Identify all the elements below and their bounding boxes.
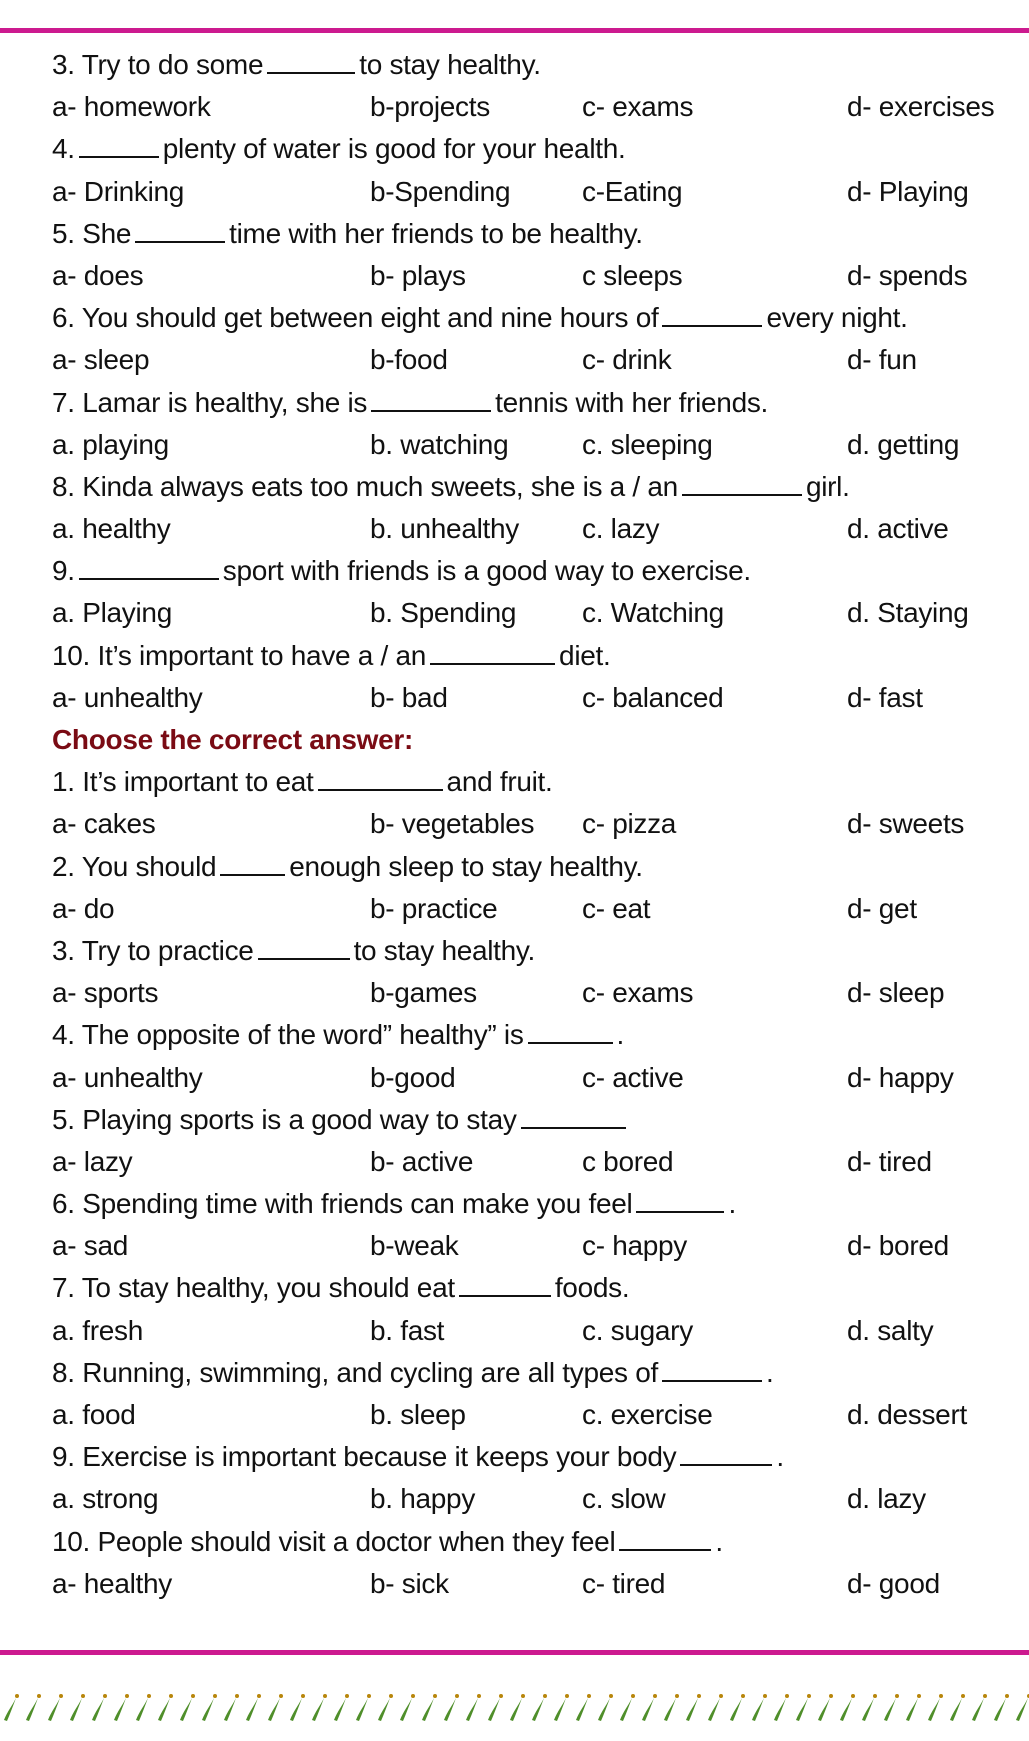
question-text: 3. Try to do some xyxy=(52,49,264,80)
vine-leaf-icon xyxy=(224,1694,239,1721)
question-text: 2. You should xyxy=(52,850,217,882)
option-d: d- good xyxy=(847,1567,940,1599)
options-row xyxy=(52,86,1012,128)
option-d: d- tired xyxy=(847,1145,932,1177)
options-row xyxy=(52,339,1012,381)
question xyxy=(52,1099,1012,1141)
vine-leaf-icon xyxy=(246,1694,261,1721)
option-a: a. strong xyxy=(52,1483,159,1515)
question-text-end: . xyxy=(616,1019,625,1051)
option-d: d- happy xyxy=(847,1061,954,1093)
option-a: a- homework xyxy=(52,91,211,123)
vine-leaf-icon xyxy=(158,1694,173,1721)
question xyxy=(52,382,1012,424)
question-text-end: to stay healthy. xyxy=(353,934,536,966)
vine-leaf-icon xyxy=(994,1694,1009,1721)
question-text-end: sport with friends is a good way to exercise. xyxy=(222,555,751,587)
option-d: d. salty xyxy=(847,1314,934,1346)
options-row xyxy=(52,972,1012,1014)
option-b: b-weak xyxy=(370,1230,459,1262)
vine-leaf-icon xyxy=(686,1694,701,1721)
option-c: c- drink xyxy=(582,344,672,376)
question-text: 5. She xyxy=(52,217,132,249)
options-row xyxy=(52,677,1012,719)
options-row xyxy=(52,1394,1012,1436)
vine-leaf-icon xyxy=(818,1694,833,1721)
option-c: c- tired xyxy=(582,1567,666,1599)
question xyxy=(52,1436,1012,1478)
option-a: a. fresh xyxy=(52,1314,143,1346)
vine-leaf-icon xyxy=(202,1694,217,1721)
vine-leaf-icon xyxy=(906,1694,921,1721)
vine-leaf-icon xyxy=(444,1694,459,1721)
option-c: c- pizza xyxy=(582,808,677,840)
vine-leaf-icon xyxy=(312,1694,327,1721)
question-text: 6. You should get between eight and nine hours of xyxy=(52,302,659,334)
section-heading: Choose the correct answer: xyxy=(52,724,413,755)
vine-leaf-icon xyxy=(752,1694,767,1721)
vine-leaf-icon xyxy=(70,1694,85,1721)
vine-leaf-icon xyxy=(400,1694,415,1721)
question xyxy=(52,761,1012,803)
question xyxy=(52,1521,1012,1563)
question xyxy=(52,466,1012,508)
options-row xyxy=(52,592,1012,634)
vine-leaf-icon xyxy=(598,1694,613,1721)
answer-blank xyxy=(220,874,285,876)
question-text-end: girl. xyxy=(805,470,850,502)
vine-leaf-icon xyxy=(488,1694,503,1721)
vine-leaf-icon xyxy=(950,1694,965,1721)
vine-leaf-icon xyxy=(642,1694,657,1721)
option-c: c- exams xyxy=(582,91,694,123)
question-text: 9. Exercise is important because it keeps your body xyxy=(52,1441,677,1473)
question-text: 3. Try to practice xyxy=(52,934,254,966)
answer-blank xyxy=(318,789,443,791)
option-c: c- balanced xyxy=(582,681,724,713)
decorative-border xyxy=(0,1690,1029,1726)
question-text-end: every night. xyxy=(766,302,908,334)
option-d: d- get xyxy=(847,892,917,924)
answer-blank xyxy=(619,1549,711,1551)
option-b: b-games xyxy=(370,977,477,1009)
option-b: b- practice xyxy=(370,892,498,924)
options-row xyxy=(52,1563,1012,1605)
question xyxy=(52,930,1012,972)
vine-leaf-icon xyxy=(774,1694,789,1721)
question-text-end: . xyxy=(765,1356,774,1388)
option-b: b. sleep xyxy=(370,1399,466,1430)
options-row xyxy=(52,1057,1012,1099)
vine-leaf-icon xyxy=(136,1694,151,1721)
option-c: c- active xyxy=(582,1061,684,1093)
answer-blank xyxy=(459,1295,551,1297)
question-text-end: plenty of water is good for your health. xyxy=(162,133,626,165)
option-b: b- sick xyxy=(370,1567,449,1599)
answer-blank xyxy=(528,1042,613,1044)
options-row xyxy=(52,888,1012,930)
answer-blank xyxy=(135,241,225,243)
option-d: d- exercises xyxy=(847,91,995,123)
vine-leaf-icon xyxy=(730,1694,745,1721)
question xyxy=(52,128,1012,170)
option-a: a. healthy xyxy=(52,513,171,545)
answer-blank xyxy=(258,958,350,960)
vine-leaf-icon xyxy=(48,1694,63,1721)
option-b: b- plays xyxy=(370,259,466,291)
answer-blank xyxy=(662,1380,762,1382)
option-c: c. Watching xyxy=(582,597,724,629)
vine-leaf-icon xyxy=(356,1694,371,1721)
question-text-end: . xyxy=(728,1188,736,1220)
top-divider xyxy=(0,28,1029,33)
answer-blank xyxy=(371,410,491,412)
vine-leaf-icon xyxy=(972,1694,987,1721)
question-text: 1. It’s important to eat xyxy=(52,766,314,798)
answer-blank xyxy=(636,1211,724,1213)
question xyxy=(52,213,1012,255)
option-b: b- active xyxy=(370,1145,474,1177)
question xyxy=(52,846,1012,888)
vine-leaf-icon xyxy=(796,1694,811,1721)
option-b: b. happy xyxy=(370,1483,476,1515)
question xyxy=(52,635,1012,677)
option-c: c. lazy xyxy=(582,513,660,545)
vine-leaf-icon xyxy=(334,1694,349,1721)
question xyxy=(52,297,1012,339)
question-text: 5. Playing sports is a good way to stay xyxy=(52,1103,517,1135)
question-text-end: to stay healthy. xyxy=(359,49,541,80)
question-text: 4. The opposite of the word” healthy” is xyxy=(52,1019,524,1051)
option-d: d. lazy xyxy=(847,1483,926,1515)
options-row xyxy=(52,424,1012,466)
option-b: b- bad xyxy=(370,681,448,713)
option-a: a. playing xyxy=(52,428,169,460)
vine-leaf-icon xyxy=(114,1694,129,1721)
vine-leaf-icon xyxy=(4,1694,19,1721)
options-row xyxy=(52,1478,1012,1520)
option-c: c- exams xyxy=(582,977,694,1009)
question-text-end: . xyxy=(776,1441,784,1473)
option-d: d- fun xyxy=(847,344,917,376)
option-a: a. Playing xyxy=(52,597,172,629)
answer-blank xyxy=(662,325,762,327)
options-row xyxy=(52,171,1012,213)
option-c: c- happy xyxy=(582,1230,687,1262)
vine-leaf-icon xyxy=(884,1694,899,1721)
option-a: a. food xyxy=(52,1399,136,1430)
vine-leaf-icon xyxy=(422,1694,437,1721)
option-d: d- spends xyxy=(847,259,968,291)
option-b: b. watching xyxy=(370,428,509,460)
question-text: 9. xyxy=(52,555,75,587)
question xyxy=(52,1183,1012,1225)
option-a: a- sports xyxy=(52,977,159,1009)
question-text-end: and fruit. xyxy=(446,766,553,798)
question-text-end: tennis with her friends. xyxy=(495,386,769,418)
question-text: 10. It’s important to have a / an xyxy=(52,639,427,671)
answer-blank xyxy=(79,578,219,580)
question-text: 4. xyxy=(52,133,75,165)
vine-leaf-icon xyxy=(180,1694,195,1721)
vine-leaf-icon xyxy=(708,1694,723,1721)
options-row xyxy=(52,803,1012,845)
answer-blank xyxy=(521,1127,626,1129)
question-text: 6. Spending time with friends can make you feel xyxy=(52,1188,633,1220)
option-d: d- sleep xyxy=(847,977,945,1009)
option-d: d. getting xyxy=(847,428,960,460)
options-row xyxy=(52,508,1012,550)
vine-leaf-icon xyxy=(928,1694,943,1721)
option-d: d- sweets xyxy=(847,808,965,840)
vine-leaf-icon xyxy=(620,1694,635,1721)
vine-leaf-icon xyxy=(840,1694,855,1721)
question xyxy=(52,550,1012,592)
vine-leaf-icon xyxy=(532,1694,547,1721)
option-d: d- fast xyxy=(847,681,923,713)
option-d: d. Staying xyxy=(847,597,969,629)
question-text-end: foods. xyxy=(554,1272,630,1304)
option-d: d. active xyxy=(847,513,949,545)
option-a: a- unhealthy xyxy=(52,681,203,713)
vine-leaf-icon xyxy=(1016,1694,1029,1721)
option-b: b. unhealthy xyxy=(370,513,519,545)
option-d: d. dessert xyxy=(847,1399,967,1430)
question xyxy=(52,1014,1012,1056)
option-a: a- healthy xyxy=(52,1567,172,1599)
question-text: 8. Kinda always eats too much sweets, she is a / an xyxy=(52,470,678,502)
options-row xyxy=(52,1310,1012,1352)
options-row xyxy=(52,255,1012,297)
vine-leaf-icon xyxy=(290,1694,305,1721)
option-a: a- lazy xyxy=(52,1145,133,1177)
question-text: 8. Running, swimming, and cycling are all types of xyxy=(52,1356,658,1388)
option-b: b-Spending xyxy=(370,175,511,207)
option-b: b-food xyxy=(370,344,448,376)
options-row xyxy=(52,1141,1012,1183)
vine-leaf-icon xyxy=(268,1694,283,1721)
option-a: a- does xyxy=(52,259,144,291)
vine-leaf-icon xyxy=(576,1694,591,1721)
question xyxy=(52,44,1012,86)
question-text-end: enough sleep to stay healthy. xyxy=(289,850,643,882)
answer-blank xyxy=(682,494,802,496)
option-c: c bored xyxy=(582,1145,674,1177)
question-text-end: time with her friends to be healthy. xyxy=(229,217,643,249)
vine-leaf-icon xyxy=(664,1694,679,1721)
option-a: a- unhealthy xyxy=(52,1061,203,1093)
question-text: 7. To stay healthy, you should eat xyxy=(52,1272,455,1304)
option-d: d- Playing xyxy=(847,175,969,207)
vine-leaf-icon xyxy=(554,1694,569,1721)
option-c: c-Eating xyxy=(582,175,683,207)
question-text: 10. People should visit a doctor when they feel xyxy=(52,1525,616,1557)
vine-leaf-icon xyxy=(510,1694,525,1721)
vine-leaf-icon xyxy=(862,1694,877,1721)
question-text: 7. Lamar is healthy, she is xyxy=(52,386,368,418)
option-a: a- cakes xyxy=(52,808,156,840)
option-b: b-projects xyxy=(370,91,490,123)
option-c: c sleeps xyxy=(582,259,683,291)
option-b: b- vegetables xyxy=(370,808,535,840)
option-b: b. Spending xyxy=(370,597,517,629)
option-a: a- sleep xyxy=(52,344,150,376)
question xyxy=(52,1267,1012,1309)
bottom-divider xyxy=(0,1650,1029,1655)
option-c: c- eat xyxy=(582,892,651,924)
question-text-end: . xyxy=(715,1525,723,1557)
option-c: c. exercise xyxy=(582,1399,713,1430)
options-row xyxy=(52,1225,1012,1267)
option-c: c. sleeping xyxy=(582,428,713,460)
answer-blank xyxy=(680,1464,772,1466)
question-text-end: diet. xyxy=(559,639,611,671)
option-d: d- bored xyxy=(847,1230,949,1262)
vine-leaf-icon xyxy=(378,1694,393,1721)
vine-leaf-icon xyxy=(466,1694,481,1721)
worksheet xyxy=(52,44,1012,1605)
answer-blank xyxy=(430,663,555,665)
option-a: a- do xyxy=(52,892,115,924)
option-b: b-good xyxy=(370,1061,456,1093)
option-c: c. slow xyxy=(582,1483,666,1515)
option-a: a- Drinking xyxy=(52,175,185,207)
question xyxy=(52,1352,1012,1394)
vine-leaf-icon xyxy=(26,1694,41,1721)
option-c: c. sugary xyxy=(582,1314,693,1346)
answer-blank xyxy=(267,72,355,74)
answer-blank xyxy=(79,156,159,158)
option-b: b. fast xyxy=(370,1314,445,1346)
option-a: a- sad xyxy=(52,1230,129,1262)
vine-leaf-icon xyxy=(92,1694,107,1721)
